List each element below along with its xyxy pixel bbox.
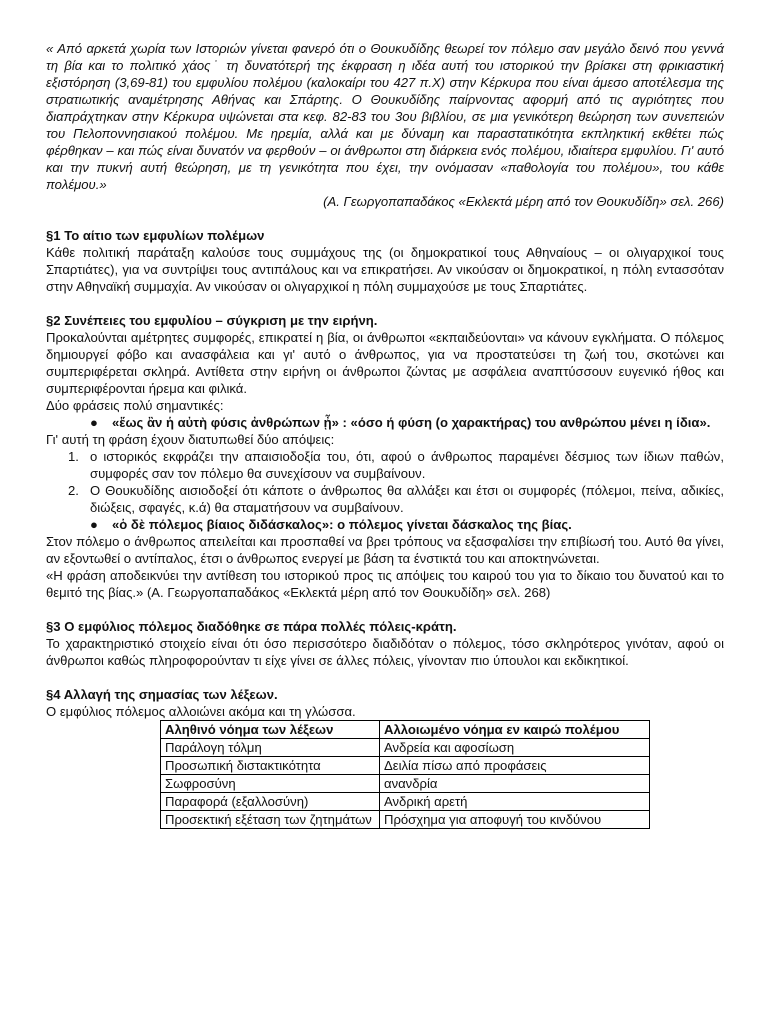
- table-cell: Ανδρική αρετή: [380, 793, 650, 811]
- section-4: [46, 686, 724, 829]
- section-2-body-2: Στον πόλεμο ο άνθρωπος απειλείται και προσπαθεί να βρει τρόπους να εξασφαλίσει την επιβίωσή του. Αυτό θα γίνει, αν εξοντωθεί ο αντίπαλος, έτσι ο άνθρωπος ενεργεί με βάση τα ένστικτά του και αποκτηνώνεται.: [46, 534, 724, 566]
- bullet-icon: ●: [90, 517, 98, 532]
- table-row: [161, 793, 650, 811]
- table-row: [161, 757, 650, 775]
- bullet-item: [90, 414, 724, 431]
- section-3-heading: §3 Ο εμφύλιος πόλεμος διαδόθηκε σε πάρα πολλές πόλεις-κράτη.: [46, 619, 457, 634]
- section-3: [46, 618, 724, 669]
- table-header-cell: Αλλοιωμένο νόημα εν καιρώ πολέμου: [380, 721, 650, 739]
- numbered-text: Ο Θουκυδίδης αισιοδοξεί ότι κάποτε ο άνθρωπος θα αλλάξει και έτσι οι συμφορές (πόλεμοι, πείνα, αδικίες, διώξεις, σφαγές, κ.ά) θα σταματήσουν να συμβαίνουν.: [90, 483, 724, 515]
- table-cell: Ανδρεία και αφοσίωση: [380, 739, 650, 757]
- section-1-body: Κάθε πολιτική παράταξη καλούσε τους συμμάχους της (οι δημοκρατικοί τους Αθηναίους – οι ολιγαρχικοί τους Σπαρτιάτες), για να συντρίψει τους αντιπάλους και να επικρατήσει. Αν νικούσαν οι δημοκρατικοί, η πόλη εντασσόταν στην Αθηναϊκή συμμαχία. Αν νικούσαν οι ολιγαρχικοί η πόλη συμμαχούσε με τους Σπαρτιάτες.: [46, 245, 724, 294]
- intro-quote: « Από αρκετά χωρία των Ιστοριών γίνεται φανερό ότι ο Θουκυδίδης θεωρεί τον πόλεμο σαν μεγάλο δεινό που γεννά τη βία και το πολιτικό χάος˙ τη δυνατότερή της έκφραση η ιδέα αυτή του ιστορικού την βρίσκει στη φρικιαστική εξιστόρηση (3,69-81) του εμφυλίου πολέμου (καλοκαίρι του 427 π.Χ) στην Κέρκυρα που είναι άμεσο αποτέλεσμα της στρατιωτικής αναμέτρησης Αθήνας και Σπάρτης. Ο Θουκυδίδης παίρνοντας αφορμή από τις αγριότητες που διαπράχτηκαν στην Κέρκυρα υψώνεται στα κεφ. 82-83 του 3ου βιβλίου, σε μια γενικότερη θεώρηση των συνεπειών του Πελοποννησιακού πολέμου. Με ηρεμία, αλλά και με δύναμη και παραστατικότητα εκπληκτική εκθέτει πώς φέρθηκαν – και πώς είναι δυνατόν να φερθούν – οι άνθρωποι στη διάρκεια ενός πολέμου, ιδιαίτερα εμφυλίου. Γι' αυτό και την πυκνή αυτή θεώρηση, με τη γενικότητα που έχει, την ονόμασαν «παθολογία του πολέμου», του κάθε πολέμου.»: [46, 41, 724, 192]
- table-cell: Παραφορά (εξαλλοσύνη): [161, 793, 380, 811]
- bullet-text: «ὁ δὲ πόλεμος βίαιος διδάσκαλος»: ο πόλεμος γίνεται δάσκαλος της βίας.: [112, 517, 572, 532]
- table-cell: Προσωπική διστακτικότητα: [161, 757, 380, 775]
- section-2-body: Προκαλούνται αμέτρητες συμφορές, επικρατεί η βία, οι άνθρωποι «εκπαιδεύονται» να κάνουν εγκλήματα. Ο πόλεμος δημιουργεί φόβο και ανασφάλεια και γι' αυτό ο άνθρωπος, για να προστατεύσει τη ζωή του, σκοτώνει και συμπεριφέρεται σκληρά. Αντίθετα στην ειρήνη οι άνθρωποι ζώντας με ασφάλεια αναπτύσσουν ευγενικό ήθος και συμπεριφέρονται ήρεμα και φιλικά.: [46, 330, 724, 396]
- section-2: [46, 312, 724, 601]
- table-row: [161, 811, 650, 829]
- section-2-body-3: «Η φράση αποδεικνύει την αντίθεση του ιστορικού προς τις απόψεις του καιρού του για το δίκαιο του δυνατού και το θεμιτό της βίας.» (Α. Γεωργοπαπαδάκος «Εκλεκτά μέρη από τον Θουκυδίδη» σελ. 268): [46, 568, 724, 600]
- bullet-text: «ἕως ἂν ἡ αὐτὴ φύσις ἀνθρώπων ᾖ» : «όσο ή φύση (ο χαρακτήρας) του ανθρώπου μένει η ίδια».: [112, 415, 711, 430]
- table-cell: Παράλογη τόλμη: [161, 739, 380, 757]
- table-cell: ανανδρία: [380, 775, 650, 793]
- bullet-item: [90, 516, 724, 533]
- table-cell: Πρόσχημα για αποφυγή του κινδύνου: [380, 811, 650, 829]
- section-1: [46, 227, 724, 295]
- section-2-heading: §2 Συνέπειες του εμφυλίου – σύγκριση με την ειρήνη.: [46, 313, 378, 328]
- table-header-cell: Αληθινό νόημα των λέξεων: [161, 721, 380, 739]
- views-intro: Γι' αυτή τη φράση έχουν διατυπωθεί δύο απόψεις:: [46, 432, 335, 447]
- section-2-intro: Δύο φράσεις πολύ σημαντικές:: [46, 398, 224, 413]
- section-1-heading: §1 Το αίτιο των εμφυλίων πολέμων: [46, 228, 265, 243]
- table-cell: Σωφροσύνη: [161, 775, 380, 793]
- table-cell: Δειλία πίσω από προφάσεις: [380, 757, 650, 775]
- table-row: [161, 739, 650, 757]
- quote-source: (Α. Γεωργοπαπαδάκος «Εκλεκτά μέρη από τον Θουκυδίδη» σελ. 266): [323, 194, 724, 209]
- document-page: [46, 40, 724, 829]
- section-3-body: Το χαρακτηριστικό στοιχείο είναι ότι όσο περισσότερο διαδιδόταν ο πόλεμος, τόσο σκληρότερος γινόταν, αφού οι άνθρωποι καθώς πληροφορούνταν τι είχε γίνει σε άλλες πόλεις, γίνονταν πιο ύπουλοι και εκδικητικοί.: [46, 636, 724, 668]
- section-4-body: Ο εμφύλιος πόλεμος αλλοιώνει ακόμα και τη γλώσσα.: [46, 704, 356, 719]
- bullet-icon: ●: [90, 415, 98, 430]
- numbered-text: ο ιστορικός εκφράζει την απαισιοδοξία του, ότι, αφού ο άνθρωπος παραμένει δέσμιος των ίδιων παθών, συμφορές σαν τον πόλεμο θα συνεχίσουν να συμβαίνουν.: [90, 449, 724, 481]
- table-cell: Προσεκτική εξέταση των ζητημάτων: [161, 811, 380, 829]
- numbered-item-2: 2. Ο Θουκυδίδης αισιοδοξεί ότι κάποτε ο άνθρωπος θα αλλάξει και έτσι οι συμφορές (πόλεμοι, πείνα, αδικίες, διώξεις, σφαγές, κ.ά) θα σταματήσουν να συμβαίνουν.: [68, 483, 724, 515]
- table-header-row: [161, 721, 650, 739]
- word-meaning-table: [160, 720, 650, 829]
- section-4-heading: §4 Αλλαγή της σημασίας των λέξεων.: [46, 687, 278, 702]
- table-row: [161, 775, 650, 793]
- numbered-item-1: 1. ο ιστορικός εκφράζει την απαισιοδοξία του, ότι, αφού ο άνθρωπος παραμένει δέσμιος των ίδιων παθών, συμφορές σαν τον πόλεμο θα συνεχίσουν να συμβαίνουν.: [68, 449, 724, 481]
